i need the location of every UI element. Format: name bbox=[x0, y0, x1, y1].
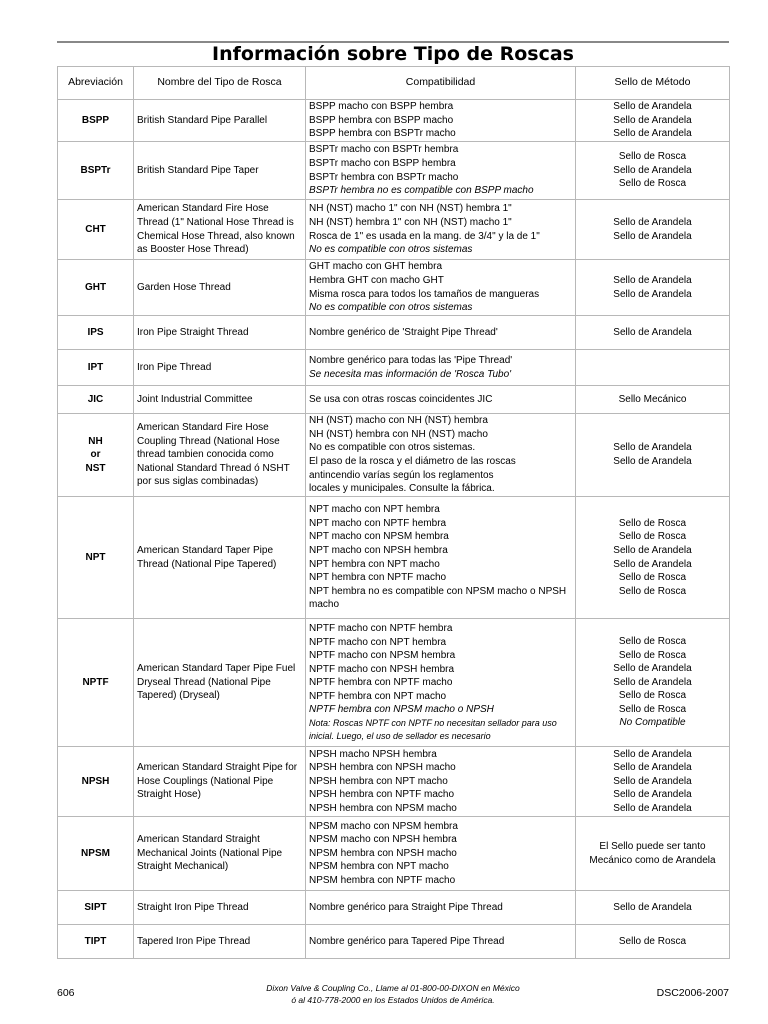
seal-method-line: Sello de Arandela bbox=[613, 456, 692, 467]
seal-method-cell bbox=[576, 817, 730, 891]
seal-method-line: Sello de Arandela bbox=[613, 101, 692, 113]
abbreviation-cell bbox=[58, 200, 134, 260]
abbreviation-cell bbox=[58, 350, 134, 386]
compatibility-line: Nombre genérico para Tapered Pipe Thread bbox=[309, 935, 505, 947]
table-row bbox=[58, 497, 730, 619]
seal-method-line: Sello de Rosca bbox=[618, 178, 687, 190]
seal-method-cell bbox=[576, 350, 730, 386]
thread-name-cell bbox=[134, 316, 306, 350]
thread-name-cell bbox=[134, 925, 306, 959]
thread-name-cell bbox=[134, 260, 306, 316]
seal-method-cell bbox=[576, 100, 730, 142]
seal-method-line: No Compatible bbox=[619, 717, 686, 729]
seal-method-line: Sello de Rosca bbox=[618, 690, 687, 702]
abbreviation-cell bbox=[58, 260, 134, 316]
seal-method-line: Sello de Rosca bbox=[618, 649, 687, 661]
abbreviation-text: NST bbox=[85, 462, 106, 474]
compatibility-line: NPSM macho con NPSM hembra bbox=[309, 820, 458, 832]
seal-method-line: Sello de Arandela bbox=[613, 288, 692, 300]
abbreviation-cell bbox=[58, 386, 134, 414]
thread-name-text: American Standard Taper Pipe Thread (National Pipe Tapered) bbox=[137, 544, 277, 570]
table-body bbox=[58, 100, 730, 959]
seal-method-line: Sello de Arandela bbox=[613, 216, 692, 228]
compatibility-line: BSPP hembra con BSPP macho bbox=[309, 114, 454, 126]
seal-method-line: Sello de Arandela bbox=[613, 789, 692, 801]
compatibility-line: NPTF hembra con NPSM macho o NPSH bbox=[309, 704, 494, 716]
seal-method-line: Sello de Arandela bbox=[613, 128, 692, 140]
seal-method-line: Sello de Arandela bbox=[613, 558, 692, 570]
seal-method-cell bbox=[576, 386, 730, 414]
seal-method-line: Sello de Arandela bbox=[613, 663, 692, 675]
compatibility-line: Nombre genérico de 'Straight Pipe Thread' bbox=[309, 326, 498, 338]
compatibility-line: NH (NST) macho 1" con NH (NST) hembra 1" bbox=[309, 203, 512, 215]
abbreviation-text: NPT bbox=[85, 551, 106, 563]
compatibility-cell bbox=[306, 260, 576, 316]
seal-method-line: Sello de Arandela bbox=[613, 114, 692, 126]
table-row bbox=[58, 925, 730, 959]
seal-method-cell bbox=[576, 260, 730, 316]
abbreviation-text: BSPTr bbox=[80, 164, 111, 176]
compatibility-line: NH (NST) hembra 1" con NH (NST) macho 1" bbox=[309, 216, 512, 228]
abbreviation-text: JIC bbox=[87, 393, 104, 405]
compatibility-line: No es compatible con otros sistemas bbox=[309, 302, 473, 314]
seal-method-cell bbox=[576, 619, 730, 747]
abbreviation-text: CHT bbox=[85, 223, 106, 235]
footer-contact bbox=[207, 983, 579, 1006]
compatibility-line: NPT hembra con NPTF macho bbox=[309, 572, 447, 584]
seal-method-line: Sello de Arandela bbox=[613, 442, 692, 454]
compatibility-line: NPSH hembra con NPT macho bbox=[309, 775, 448, 787]
page-footer bbox=[57, 983, 729, 1023]
seal-method-line: Sello de Rosca bbox=[618, 151, 687, 163]
seal-method-line: Sello de Rosca bbox=[618, 635, 687, 647]
compatibility-line: Nombre genérico para Straight Pipe Thread bbox=[309, 901, 503, 913]
thread-name-text: Joint Industrial Committee bbox=[137, 393, 253, 405]
page-number: 606 bbox=[57, 987, 75, 999]
compatibility-line: Se usa con otras roscas coincidentes JIC bbox=[309, 393, 493, 405]
seal-method-line: Sello de Arandela bbox=[613, 164, 692, 176]
thread-name-text: Straight Iron Pipe Thread bbox=[137, 901, 249, 913]
footer-contact-line-2: ó al 410-778-2000 en los Estados Unidos de América. bbox=[291, 994, 495, 1005]
compatibility-line: No es compatible con otros sistemas. bbox=[309, 442, 476, 454]
compatibility-cell bbox=[306, 747, 576, 817]
abbreviation-text: NPSM bbox=[81, 847, 110, 859]
compatibility-cell bbox=[306, 891, 576, 925]
seal-method-cell bbox=[576, 316, 730, 350]
abbreviation-text: TIPT bbox=[84, 935, 107, 947]
thread-name-text: American Standard Straight Pipe for Hose Couplings (National Pipe Straight Hose) bbox=[137, 762, 298, 801]
abbreviation-cell bbox=[58, 891, 134, 925]
compatibility-note: Nota: Roscas NPTF con NPTF no necesitan sellador para uso inicial. Luego, el uso de sellador es necesario bbox=[309, 718, 557, 742]
compatibility-line: NH (NST) hembra con NH (NST) macho bbox=[309, 428, 488, 440]
thread-name-cell bbox=[134, 747, 306, 817]
seal-method-line: Sello de Rosca bbox=[618, 517, 687, 529]
thread-name-cell bbox=[134, 142, 306, 200]
abbreviation-text: SIPT bbox=[84, 901, 107, 913]
seal-method-line: Sello de Rosca bbox=[618, 935, 687, 947]
compatibility-line: antincendio varías según los reglamentos bbox=[309, 469, 494, 481]
compatibility-line: NPSH hembra con NPSH macho bbox=[309, 762, 456, 774]
abbreviation-cell bbox=[58, 414, 134, 497]
seal-method-line: Sello de Arandela bbox=[613, 274, 692, 286]
compatibility-line: NPTF hembra con NPTF macho bbox=[309, 677, 453, 689]
compatibility-cell bbox=[306, 142, 576, 200]
compatibility-line: NH (NST) macho con NH (NST) hembra bbox=[309, 415, 488, 427]
table-row bbox=[58, 260, 730, 316]
compatibility-line: NPTF macho con NPSM hembra bbox=[309, 650, 456, 662]
compatibility-line: Se necesita mas información de 'Rosca Tubo' bbox=[309, 368, 512, 380]
catalog-code: DSC2006-2007 bbox=[656, 987, 729, 999]
seal-method-line: Sello de Rosca bbox=[618, 703, 687, 715]
compatibility-line: Hembra GHT con macho GHT bbox=[309, 274, 444, 286]
abbreviation-cell bbox=[58, 100, 134, 142]
seal-method-line: Sello de Arandela bbox=[613, 326, 692, 338]
compatibility-line: Misma rosca para todos los tamaños de mangueras bbox=[309, 288, 540, 300]
thread-name-cell bbox=[134, 350, 306, 386]
abbreviation-text: NPTF bbox=[82, 676, 109, 688]
abbreviation-cell bbox=[58, 925, 134, 959]
page-title: Información sobre Tipo de Roscas bbox=[212, 43, 574, 65]
seal-method-line: Sello de Rosca bbox=[618, 572, 687, 584]
table-row bbox=[58, 747, 730, 817]
thread-name-text: American Standard Fire Hose Thread (1" National Hose Thread is Chemical Hose Thread, also known as Booster Hose Thread) bbox=[137, 203, 295, 256]
compatibility-line: El paso de la rosca y el diámetro de las roscas bbox=[309, 456, 516, 467]
compatibility-cell bbox=[306, 497, 576, 619]
compatibility-line: NPSH hembra con NPTF macho bbox=[309, 789, 455, 801]
thread-types-table bbox=[57, 66, 730, 959]
compatibility-line: No es compatible con otros sistemas bbox=[309, 244, 473, 256]
compatibility-line: BSPTr hembra con BSPTr macho bbox=[309, 171, 459, 183]
thread-name-text: American Standard Straight Mechanical Joints (National Pipe Straight Mechanical) bbox=[137, 834, 283, 873]
compatibility-line: BSPTr macho con BSPTr hembra bbox=[309, 144, 459, 156]
thread-name-cell bbox=[134, 200, 306, 260]
seal-method-line: Sello de Arandela bbox=[613, 901, 692, 913]
compatibility-line: BSPP macho con BSPP hembra bbox=[309, 101, 454, 113]
seal-method-line: Sello de Rosca bbox=[618, 585, 687, 597]
compatibility-line: NPSM hembra con NPT macho bbox=[309, 861, 449, 873]
abbreviation-cell bbox=[58, 747, 134, 817]
seal-method-line: Sello de Arandela bbox=[613, 676, 692, 688]
seal-method-line: Sello de Arandela bbox=[613, 748, 692, 760]
table-row bbox=[58, 100, 730, 142]
thread-name-text: Iron Pipe Straight Thread bbox=[137, 326, 249, 338]
compatibility-cell bbox=[306, 925, 576, 959]
compatibility-cell bbox=[306, 817, 576, 891]
footer-contact-line-1: Dixon Valve & Coupling Co., Llame al 01-800-00-DIXON en México bbox=[266, 983, 520, 993]
table-header-row bbox=[58, 67, 730, 100]
abbreviation-text: BSPP bbox=[81, 114, 110, 126]
abbreviation-text: or bbox=[90, 449, 101, 461]
thread-name-text: American Standard Fire Hose Coupling Thread (National Hose thread tambien conocida como National Standard Thread ó NSHT por sus siglas combinadas) bbox=[137, 422, 290, 488]
thread-name-cell bbox=[134, 100, 306, 142]
seal-method-line: Sello Mecánico bbox=[618, 393, 687, 405]
seal-method-cell bbox=[576, 925, 730, 959]
compatibility-cell bbox=[306, 200, 576, 260]
header-seal-method: Sello de Método bbox=[576, 67, 730, 100]
compatibility-line: NPT macho con NPT hembra bbox=[309, 504, 440, 516]
abbreviation-cell bbox=[58, 619, 134, 747]
seal-method-line: Sello de Arandela bbox=[613, 775, 692, 787]
seal-method-cell bbox=[576, 747, 730, 817]
seal-method-line: El Sello puede ser tanto Mecánico como de Arandela bbox=[589, 840, 716, 866]
compatibility-line: NPT hembra con NPT macho bbox=[309, 558, 440, 570]
thread-name-cell bbox=[134, 386, 306, 414]
thread-name-cell bbox=[134, 817, 306, 891]
compatibility-cell bbox=[306, 386, 576, 414]
seal-method-cell bbox=[576, 414, 730, 497]
abbreviation-cell bbox=[58, 316, 134, 350]
seal-method-line: Sello de Rosca bbox=[618, 531, 687, 543]
seal-method-line: Sello de Arandela bbox=[613, 802, 692, 814]
table-row bbox=[58, 316, 730, 350]
compatibility-line: GHT macho con GHT hembra bbox=[309, 261, 443, 273]
compatibility-line: NPTF macho con NPT hembra bbox=[309, 636, 447, 648]
seal-method-cell bbox=[576, 200, 730, 260]
thread-name-text: Tapered Iron Pipe Thread bbox=[137, 935, 251, 947]
seal-method-cell bbox=[576, 497, 730, 619]
compatibility-line: NPT hembra no es compatible con NPSM macho o NPSH macho bbox=[309, 585, 567, 611]
compatibility-line: BSPTr hembra no es compatible con BSPP macho bbox=[309, 185, 534, 197]
compatibility-line: NPTF hembra con NPT macho bbox=[309, 690, 447, 702]
header-abbreviation: Abreviación bbox=[58, 67, 134, 100]
compatibility-line: NPT macho con NPTF hembra bbox=[309, 517, 447, 529]
compatibility-line: NPSH macho NPSH hembra bbox=[309, 748, 437, 760]
seal-method-line: Sello de Arandela bbox=[613, 544, 692, 556]
abbreviation-text: IPT bbox=[87, 361, 104, 373]
compatibility-line: NPTF macho con NPSH hembra bbox=[309, 663, 455, 675]
compatibility-cell bbox=[306, 100, 576, 142]
seal-method-line: Sello de Arandela bbox=[613, 762, 692, 774]
thread-name-cell bbox=[134, 891, 306, 925]
compatibility-cell bbox=[306, 619, 576, 747]
abbreviation-text: NPSH bbox=[81, 775, 110, 787]
table-row bbox=[58, 142, 730, 200]
thread-name-cell bbox=[134, 497, 306, 619]
abbreviation-text: GHT bbox=[84, 281, 107, 293]
compatibility-line: NPSM hembra con NPTF macho bbox=[309, 874, 456, 886]
abbreviation-cell bbox=[58, 817, 134, 891]
table-row bbox=[58, 386, 730, 414]
table-row bbox=[58, 891, 730, 925]
compatibility-line: NPSM hembra con NPSH macho bbox=[309, 847, 457, 859]
thread-name-cell bbox=[134, 619, 306, 747]
seal-method-cell bbox=[576, 142, 730, 200]
thread-name-text: Garden Hose Thread bbox=[137, 281, 231, 293]
compatibility-line: Rosca de 1" es usada en la mang. de 3/4" y la de 1" bbox=[309, 230, 540, 242]
compatibility-line: Nombre genérico para todas las 'Pipe Thread' bbox=[309, 354, 513, 366]
thread-name-text: Iron Pipe Thread bbox=[137, 361, 212, 373]
seal-method-line: Sello de Arandela bbox=[613, 230, 692, 242]
compatibility-line: locales y municipales. Consulte la fábrica. bbox=[309, 483, 495, 495]
compatibility-line: NPSH hembra con NPSM macho bbox=[309, 802, 457, 814]
thread-name-cell bbox=[134, 414, 306, 497]
compatibility-line: NPT macho con NPSM hembra bbox=[309, 531, 449, 543]
abbreviation-text: NH bbox=[88, 435, 103, 447]
table-row bbox=[58, 414, 730, 497]
compatibility-line: NPTF macho con NPTF hembra bbox=[309, 622, 453, 634]
table-row bbox=[58, 350, 730, 386]
abbreviation-cell bbox=[58, 142, 134, 200]
thread-name-text: American Standard Taper Pipe Fuel Dryseal Thread (National Pipe Tapered) (Dryseal) bbox=[137, 663, 296, 702]
thread-name-text: British Standard Pipe Parallel bbox=[137, 114, 268, 126]
table-row bbox=[58, 817, 730, 891]
abbreviation-text: IPS bbox=[87, 326, 104, 338]
seal-method-cell bbox=[576, 891, 730, 925]
compatibility-line: NPSM macho con NPSH hembra bbox=[309, 834, 457, 846]
abbreviation-cell bbox=[58, 497, 134, 619]
header-compatibility: Compatibilidad bbox=[306, 67, 576, 100]
table-row bbox=[58, 200, 730, 260]
thread-name-text: British Standard Pipe Taper bbox=[137, 164, 259, 176]
compatibility-cell bbox=[306, 350, 576, 386]
table-row bbox=[58, 619, 730, 747]
compatibility-cell bbox=[306, 316, 576, 350]
compatibility-cell bbox=[306, 414, 576, 497]
compatibility-line: BSPTr macho con BSPP hembra bbox=[309, 157, 456, 169]
compatibility-line: BSPP hembra con BSPTr macho bbox=[309, 128, 456, 140]
header-thread-name: Nombre del Tipo de Rosca bbox=[134, 67, 306, 100]
compatibility-line: NPT macho con NPSH hembra bbox=[309, 544, 448, 556]
